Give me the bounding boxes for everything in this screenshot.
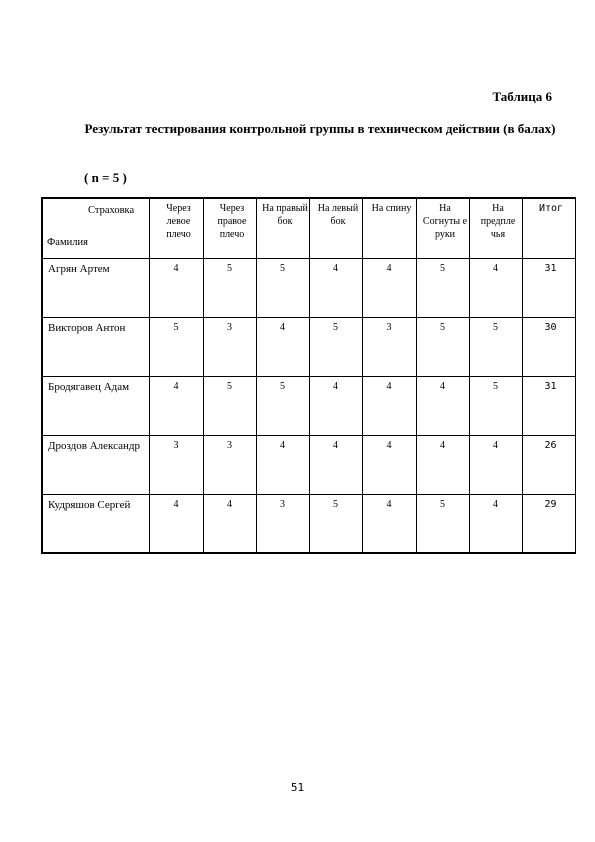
corner-top-label: Страховка <box>88 205 135 216</box>
score-cell: 4 <box>256 317 309 376</box>
student-name: Бродягавец Адам <box>42 376 149 435</box>
score-cell: 5 <box>309 494 362 553</box>
header-row <box>42 198 575 258</box>
score-cell: 3 <box>362 317 416 376</box>
student-name: Дроздов Александр <box>42 435 149 494</box>
total-cell: 30 <box>522 317 575 376</box>
results-table <box>41 197 576 554</box>
total-cell: 31 <box>522 376 575 435</box>
score-cell: 4 <box>362 376 416 435</box>
score-cell: 4 <box>309 376 362 435</box>
score-cell: 4 <box>469 494 522 553</box>
score-cell: 4 <box>149 258 203 317</box>
total-cell: 29 <box>522 494 575 553</box>
column-header: На спину <box>362 198 416 258</box>
score-cell: 5 <box>416 494 469 553</box>
total-column-header: Итог <box>522 198 575 258</box>
score-cell: 4 <box>256 435 309 494</box>
corner-header-cell <box>42 198 149 258</box>
score-cell: 4 <box>309 258 362 317</box>
page-number: 51 <box>290 781 305 794</box>
column-header: На правый бок <box>256 198 309 258</box>
score-cell: 5 <box>203 376 256 435</box>
score-cell: 4 <box>309 435 362 494</box>
score-cell: 4 <box>469 258 522 317</box>
student-name: Викторов Антон <box>42 317 149 376</box>
column-header: Через левое плечо <box>149 198 203 258</box>
column-header: На левый бок <box>309 198 362 258</box>
score-cell: 4 <box>416 435 469 494</box>
score-cell: 4 <box>362 258 416 317</box>
score-cell: 4 <box>149 494 203 553</box>
table-title: Результат тестирования контрольной группы в техническом действии (в балах) <box>84 121 556 136</box>
table-row <box>42 376 575 435</box>
score-cell: 5 <box>416 317 469 376</box>
table-row <box>42 258 575 317</box>
score-cell: 5 <box>469 317 522 376</box>
table-row <box>42 317 575 376</box>
score-cell: 3 <box>203 435 256 494</box>
score-cell: 4 <box>203 494 256 553</box>
score-cell: 4 <box>362 494 416 553</box>
total-cell: 31 <box>522 258 575 317</box>
score-cell: 5 <box>149 317 203 376</box>
score-cell: 4 <box>416 376 469 435</box>
corner-bottom-label: Фамилия <box>47 237 88 248</box>
student-name: Агрян Артем <box>42 258 149 317</box>
sample-size: ( n = 5 ) <box>84 170 127 185</box>
student-name: Кудряшов Сергей <box>42 494 149 553</box>
table-caption: Таблица 6 <box>492 89 552 104</box>
score-cell: 3 <box>256 494 309 553</box>
total-cell: 26 <box>522 435 575 494</box>
score-cell: 3 <box>203 317 256 376</box>
column-header: На Согнуты е руки <box>416 198 469 258</box>
table-row <box>42 494 575 553</box>
score-cell: 5 <box>256 258 309 317</box>
score-cell: 5 <box>416 258 469 317</box>
score-cell: 5 <box>256 376 309 435</box>
table-row <box>42 435 575 494</box>
score-cell: 5 <box>309 317 362 376</box>
score-cell: 4 <box>469 435 522 494</box>
score-cell: 5 <box>203 258 256 317</box>
score-cell: 3 <box>149 435 203 494</box>
column-header: На предпле чья <box>469 198 522 258</box>
score-cell: 4 <box>149 376 203 435</box>
score-cell: 4 <box>362 435 416 494</box>
column-header: Через правое плечо <box>203 198 256 258</box>
score-cell: 5 <box>469 376 522 435</box>
